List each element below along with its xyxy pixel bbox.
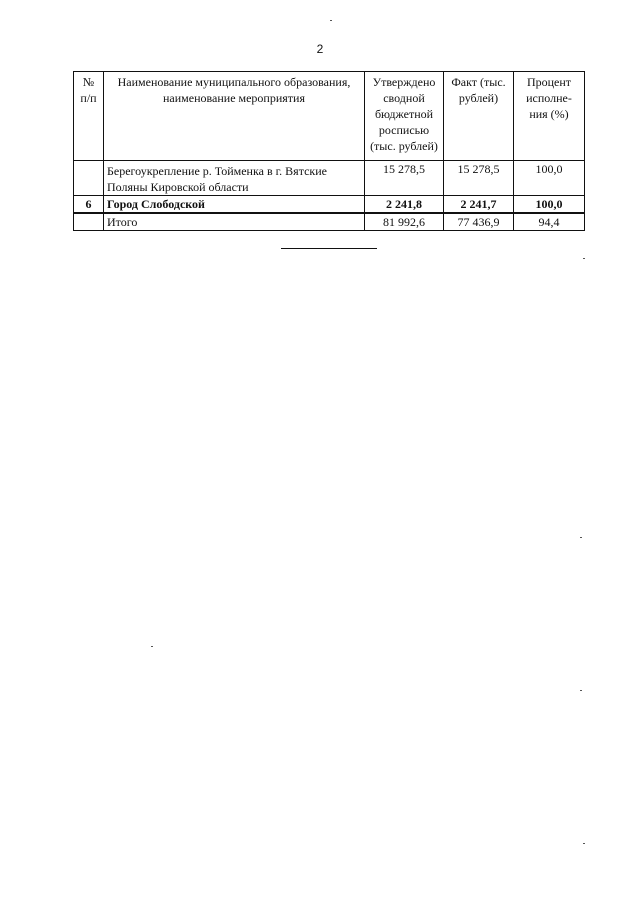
end-rule (281, 248, 377, 249)
scan-speck (580, 690, 582, 691)
row-number (74, 161, 104, 196)
row-percent: 100,0 (514, 161, 585, 196)
scan-speck (151, 646, 153, 647)
scan-speck (580, 537, 582, 538)
header-name: Наименование муниципального образования, наименование мероприятия (104, 72, 365, 161)
page-number: 2 (316, 42, 324, 56)
header-percent: Процент исполне-ния (%) (514, 72, 585, 161)
row-name: Город Слободской (104, 196, 365, 214)
row-number (74, 213, 104, 231)
row-fact: 2 241,7 (444, 196, 514, 214)
header-approved: Утверждено сводной бюджетной росписью (тыс. рублей) (365, 72, 444, 161)
budget-execution-table (73, 71, 585, 231)
table-header-row (74, 72, 585, 161)
table-row (74, 161, 585, 196)
table-row-group (74, 196, 585, 214)
header-fact: Факт (тыс. рублей) (444, 72, 514, 161)
scan-speck (330, 20, 332, 21)
row-name: Берегоукрепление р. Тойменка в г. Вятские Поляны Кировской области (104, 161, 365, 196)
row-fact: 15 278,5 (444, 161, 514, 196)
row-number: 6 (74, 196, 104, 214)
row-percent: 100,0 (514, 196, 585, 214)
header-number: № п/п (74, 72, 104, 161)
row-approved: 2 241,8 (365, 196, 444, 214)
row-percent: 94,4 (514, 213, 585, 231)
scan-speck (583, 843, 585, 844)
row-name: Итого (104, 213, 365, 231)
scan-speck (583, 258, 585, 259)
row-approved: 81 992,6 (365, 213, 444, 231)
table-row-total (74, 213, 585, 231)
row-fact: 77 436,9 (444, 213, 514, 231)
row-approved: 15 278,5 (365, 161, 444, 196)
